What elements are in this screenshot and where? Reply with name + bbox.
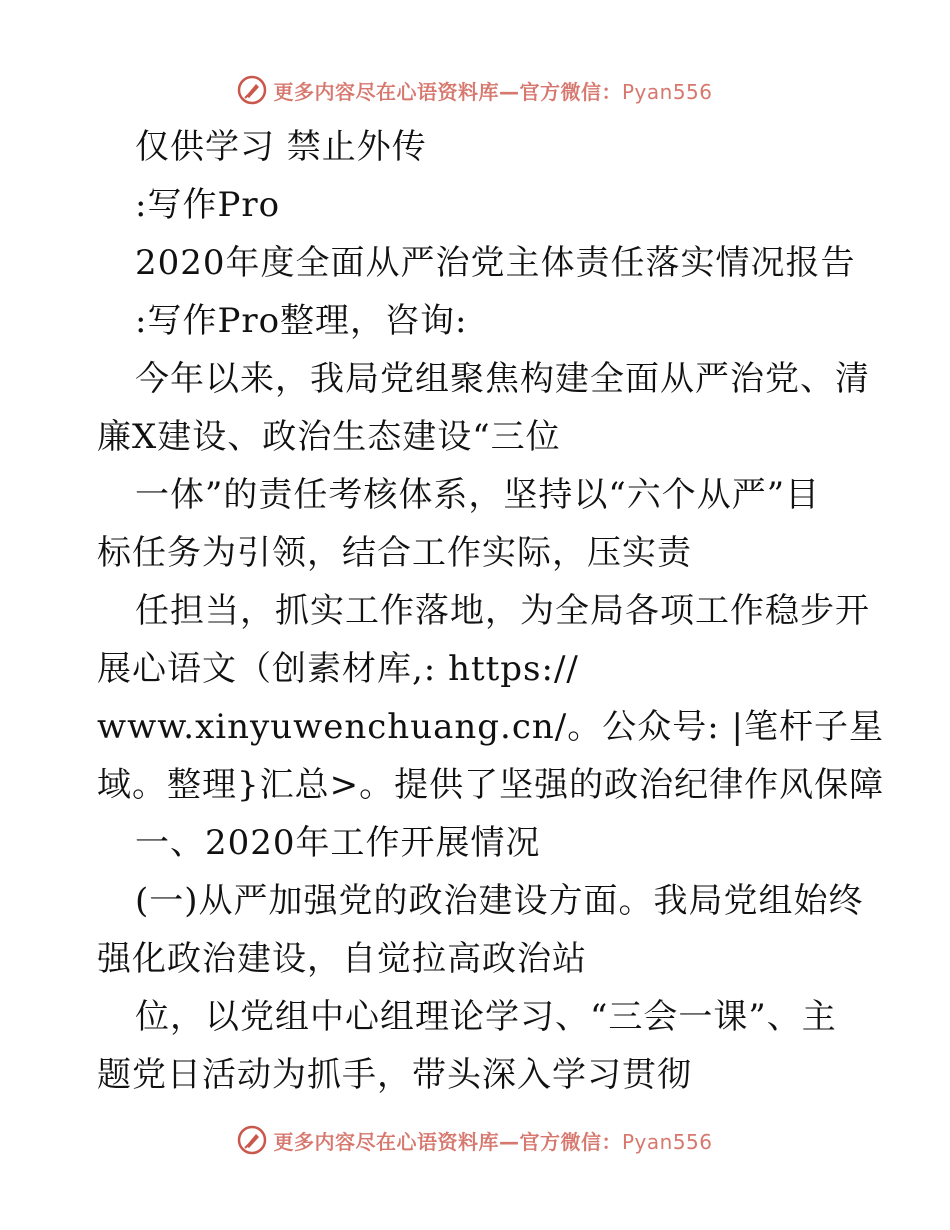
text-line: 标任务为引领，结合工作实际，压实责 bbox=[97, 533, 692, 573]
text-line: :写作Pro整理，咨询: bbox=[135, 301, 468, 341]
watermark-text: 更多内容尽在心语资料库—官方微信：Pyan556 bbox=[273, 1129, 713, 1154]
text-line: 任担当，抓实工作落地，为全局各项工作稳步开 bbox=[135, 591, 870, 631]
text-line: www.xinyuwenchuang.cn/。公众号: |笔杆子星 bbox=[97, 707, 884, 747]
pen-nib-seal-icon bbox=[237, 1125, 267, 1155]
header-watermark bbox=[0, 70, 950, 110]
text-line: 位，以党组中心组理论学习、“三会一课”、主 bbox=[135, 997, 837, 1037]
watermark-text: 更多内容尽在心语资料库—官方微信：Pyan556 bbox=[273, 79, 713, 104]
text-line: 一、2020年工作开展情况 bbox=[135, 823, 541, 863]
text-line: 今年以来，我局党组聚焦构建全面从严治党、清 bbox=[135, 359, 870, 399]
text-line: 廉X建设、政治生态建设“三位 bbox=[97, 417, 561, 457]
pen-nib-seal-icon bbox=[237, 75, 267, 105]
footer-watermark bbox=[0, 1120, 950, 1160]
text-line: :写作Pro bbox=[135, 185, 281, 225]
text-line: 2020年度全面从严治党主体责任落实情况报告 bbox=[135, 243, 856, 283]
text-line: 仅供学习 禁止外传 bbox=[135, 127, 427, 167]
text-line: 强化政治建设，自觉拉高政治站 bbox=[97, 939, 587, 979]
text-line: (一)从严加强党的政治建设方面。我局党组始终 bbox=[135, 881, 864, 921]
text-line: 域。整理}汇总>。提供了坚强的政治纪律作风保障 bbox=[97, 765, 885, 805]
text-line: 展心语文（创素材库,: https:// bbox=[97, 649, 579, 689]
text-line: 一体”的责任考核体系，坚持以“六个从严”目 bbox=[135, 475, 821, 515]
text-line: 题党日活动为抓手，带头深入学习贯彻 bbox=[97, 1055, 692, 1095]
